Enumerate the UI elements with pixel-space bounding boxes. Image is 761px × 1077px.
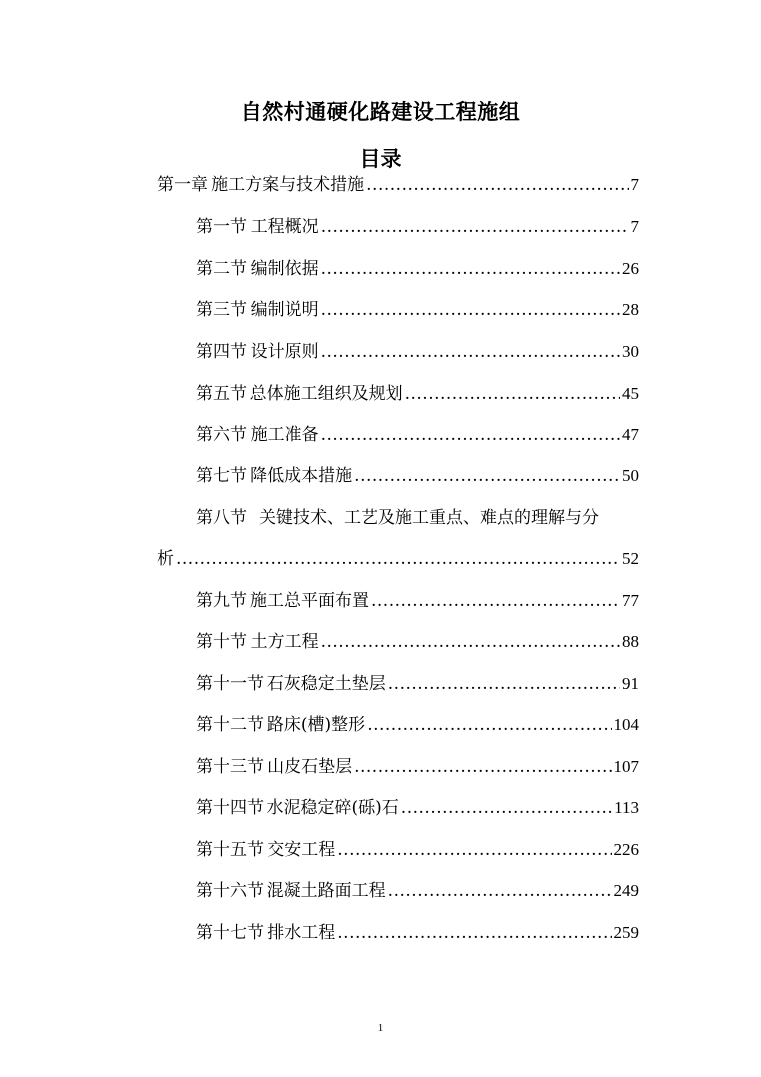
toc-leader-dots — [366, 173, 628, 197]
toc-entry-title: 交安工程 — [267, 840, 336, 860]
toc-entry-title: 设计原则 — [250, 342, 319, 362]
toc-entry-number: 第九节 — [196, 591, 247, 611]
page-footer-number: 1 — [377, 1022, 384, 1034]
toc-entry-page: 77 — [622, 591, 639, 610]
toc-entry-page: 30 — [622, 342, 639, 361]
toc-entry-number: 第一节 — [196, 217, 247, 237]
toc-leader-dots — [388, 879, 612, 903]
toc-entry-title: 总体施工组织及规划 — [249, 384, 403, 404]
toc-entry-page: 104 — [613, 715, 639, 734]
toc-entry-page: 7 — [630, 175, 639, 194]
toc-leader-dots — [321, 630, 620, 654]
toc-leader-dots — [321, 257, 620, 281]
toc-section-entry[interactable] — [196, 630, 639, 654]
toc-section-entry[interactable] — [196, 257, 639, 281]
toc-entry-number: 第五节 — [196, 384, 247, 404]
toc-leader-dots — [176, 547, 620, 571]
toc-section-entry[interactable] — [196, 672, 639, 696]
document-title: 自然村通硬化路建设工程施组 — [240, 99, 521, 124]
toc-entry-number: 第十七节 — [196, 923, 264, 943]
toc-entry-page: 28 — [622, 300, 639, 319]
toc-section-entry[interactable] — [196, 589, 639, 613]
toc-section-entry[interactable] — [196, 755, 639, 779]
toc-entry-title: 路床(槽)整形 — [266, 715, 366, 735]
toc-leader-dots — [401, 796, 612, 820]
toc-heading: 目录 — [359, 146, 402, 171]
toc-entry-title: 施工方案与技术措施 — [211, 175, 365, 195]
toc-entry-title: 关键技术、工艺及施工重点、难点的理解与分 — [259, 508, 599, 528]
toc-entry-number: 第三节 — [196, 300, 247, 320]
toc-entry-number: 第七节 — [196, 466, 247, 486]
toc-entry-number: 第十二节 — [196, 715, 264, 735]
toc-section-entry[interactable] — [196, 464, 639, 488]
toc-entry-title: 施工总平面布置 — [249, 591, 369, 611]
toc-chapter-entry[interactable] — [157, 173, 639, 197]
toc-section-entry[interactable] — [196, 921, 639, 945]
toc-section-entry[interactable] — [196, 340, 639, 364]
toc-entry-title: 编制依据 — [250, 259, 319, 279]
toc-leader-dots — [405, 382, 620, 406]
toc-entry-page: 52 — [622, 549, 639, 568]
toc-entry-number: 第四节 — [196, 342, 247, 362]
toc-leader-dots — [354, 464, 620, 488]
toc-entry-page: 88 — [622, 632, 639, 651]
toc-section-entry[interactable] — [196, 382, 639, 406]
toc-entry-page: 91 — [622, 674, 639, 693]
toc-entry-page: 7 — [630, 217, 639, 236]
toc-section-entry[interactable] — [196, 838, 639, 862]
toc-leader-dots — [388, 672, 620, 696]
toc-entry-number: 第一章 — [157, 175, 208, 195]
toc-entry-number: 第十一节 — [196, 674, 264, 694]
toc-entry-number: 第十五节 — [196, 840, 264, 860]
toc-entry-title: 工程概况 — [250, 217, 319, 237]
toc-entry-page: 26 — [622, 259, 639, 278]
toc-entry-number: 第二节 — [196, 259, 247, 279]
toc-entry-title: 施工准备 — [250, 425, 319, 445]
toc-section-entry[interactable] — [196, 879, 639, 903]
toc-entry-title: 混凝土路面工程 — [266, 881, 386, 901]
toc-section-entry-wrapped[interactable] — [196, 506, 646, 530]
toc-entry-title: 石灰稳定土垫层 — [266, 674, 386, 694]
toc-entry-page: 259 — [613, 923, 639, 942]
toc-leader-dots — [354, 755, 611, 779]
toc-leader-dots — [337, 838, 611, 862]
toc-entry-number: 第十节 — [196, 632, 247, 652]
toc-entry-number: 第十四节 — [196, 798, 264, 818]
toc-leader-dots — [367, 713, 611, 737]
toc-entry-number: 第六节 — [196, 425, 247, 445]
toc-entry-page: 113 — [614, 798, 639, 817]
toc-section-entry[interactable] — [196, 796, 639, 820]
toc-entry-title: 山皮石垫层 — [267, 757, 353, 777]
toc-leader-dots — [337, 921, 611, 945]
toc-entry-page: 47 — [622, 425, 639, 444]
toc-leader-dots — [321, 298, 620, 322]
toc-entry-page: 50 — [622, 466, 639, 485]
toc-entry-title: 编制说明 — [250, 300, 319, 320]
toc-entry-title: 水泥稳定碎(砾)石 — [266, 798, 399, 818]
toc-section-entry[interactable] — [196, 713, 639, 737]
toc-section-entry[interactable] — [196, 215, 639, 239]
toc-entry-page: 249 — [613, 881, 639, 900]
toc-leader-dots — [321, 215, 629, 239]
toc-section-entry[interactable] — [196, 423, 639, 447]
toc-entry-title-continued: 析 — [157, 549, 174, 569]
toc-entry-number: 第十三节 — [196, 757, 264, 777]
toc-section-entry[interactable] — [196, 298, 639, 322]
toc-leader-dots — [321, 423, 620, 447]
toc-section-entry-continuation[interactable] — [157, 547, 639, 571]
toc-entry-title: 土方工程 — [250, 632, 319, 652]
toc-entry-page: 45 — [622, 384, 639, 403]
toc-entry-number: 第十六节 — [196, 881, 264, 901]
toc-leader-dots — [321, 340, 620, 364]
toc-entry-title: 降低成本措施 — [250, 466, 353, 486]
toc-entry-number: 第八节 — [196, 508, 247, 528]
toc-entry-page: 107 — [613, 757, 639, 776]
toc-entry-title: 排水工程 — [267, 923, 336, 943]
toc-entry-page: 226 — [613, 840, 639, 859]
toc-leader-dots — [371, 589, 620, 613]
